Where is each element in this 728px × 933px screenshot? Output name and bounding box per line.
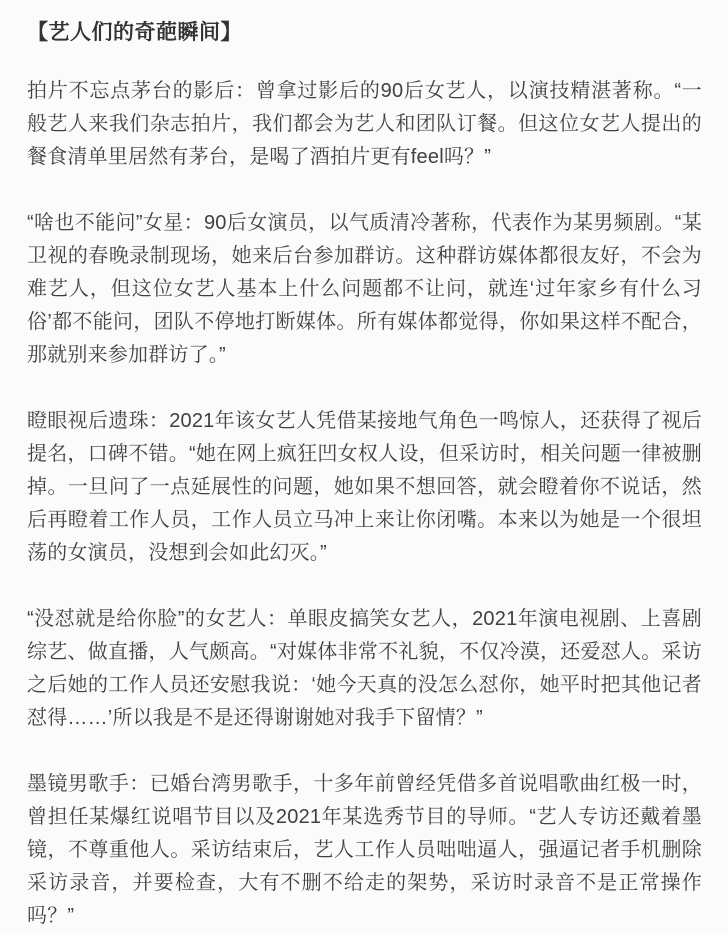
article-page bbox=[27, 18, 702, 933]
article-paragraph-maotai: 拍片不忘点茅台的影后：曾拿过影后的90后女艺人，以演技精湛著称。“一般艺人来我们杂志拍片，我们都会为艺人和团队订餐。但这位女艺人提出的餐食清单里居然有茅台，是喝了酒拍片更有feel吗？” bbox=[27, 80, 702, 168]
article-paragraph-no-questions: “啥也不能问”女星：90后女演员，以气质清冷著称，代表作为某男频剧。“某卫视的春晚录制现场，她来后台参加群访。这种群访媒体都很友好，不会为难艺人，但这位女艺人基本上什么问题都不让问，就连‘过年家乡有什么习俗’都不能问，团队不停地打断媒体。所有媒体都觉得，你如果这样不配合，那就别来参加群访了。” bbox=[27, 212, 702, 366]
article-title: 【艺人们的奇葩瞬间】 bbox=[27, 21, 242, 44]
article-paragraph-rude-comedian: “没怼就是给你脸”的女艺人：单眼皮搞笑女艺人，2021年演电视剧、上喜剧综艺、做直播，人气颇高。“对媒体非常不礼貌，不仅冷漠，还爱怼人。采访之后她的工作人员还安慰我说：‘她今天真的没怎么怼你，她平时把其他记者怼得……’所以我是不是还得谢谢她对我手下留情？” bbox=[27, 608, 702, 729]
article-paragraph-sunglasses-singer: 墨镜男歌手：已婚台湾男歌手，十多年前曾经凭借多首说唱歌曲红极一时，曾担任某爆红说唱节目以及2021年某选秀节目的导师。“艺人专访还戴着墨镜，不尊重他人。采访结束后，艺人工作人员咄咄逼人，强逼记者手机删除采访录音，并要检查，大有不删不给走的架势，采访时录音不是正常操作吗？” bbox=[27, 773, 702, 927]
article-paragraph-staring-actress: 瞪眼视后遗珠：2021年该女艺人凭借某接地气角色一鸣惊人，还获得了视后提名，口碑不错。“她在网上疯狂凹女权人设，但采访时，相关问题一律被删掉。一旦问了一点延展性的问题，她如果不想回答，就会瞪着你不说话，然后再瞪着工作人员，工作人员立马冲上来让你闭嘴。本来以为她是一个很坦荡的女演员，没想到会如此幻灭。” bbox=[27, 410, 702, 564]
